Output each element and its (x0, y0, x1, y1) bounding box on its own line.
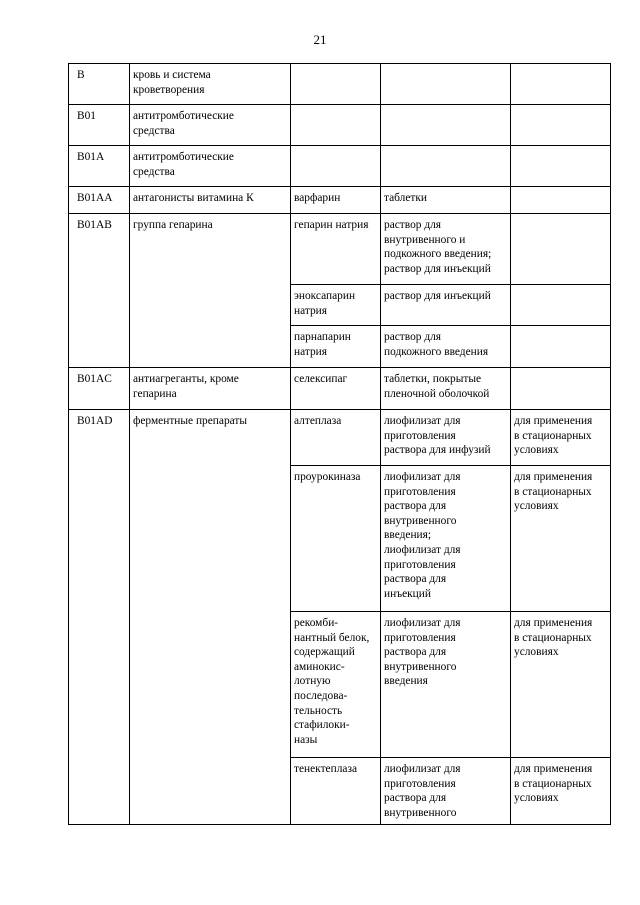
atc-code: B01AD (77, 415, 113, 427)
note-cell (511, 612, 611, 758)
table-row (69, 214, 611, 285)
drug-name-cell (291, 285, 381, 326)
group-name: кровь и система кроветворения (133, 69, 211, 96)
dosage-form: лиофилизат для приготовления раствора для внутривенного (384, 763, 461, 819)
dosage-form-cell (381, 214, 511, 285)
dosage-form-cell (381, 64, 511, 105)
dosage-form: раствор для внутривенного и подкожного введения; раствор для инъекций (384, 219, 492, 275)
atc-code: B01AB (77, 219, 112, 231)
group-cell (130, 368, 291, 410)
drug-name: селексипаг (294, 373, 348, 385)
table-row (69, 105, 611, 146)
drug-name: гепарин натрия (294, 219, 369, 231)
drug-name: тенектеплаза (294, 763, 357, 775)
group-name: антиагреганты, кроме гепарина (133, 373, 239, 400)
drug-name-cell (291, 612, 381, 758)
atc-code: B (77, 69, 85, 81)
group-cell (130, 214, 291, 368)
note-cell (511, 146, 611, 187)
dosage-form: лиофилизат для приготовления раствора для инфузий (384, 415, 491, 457)
atc-code-cell (69, 214, 130, 368)
dosage-form-cell (381, 410, 511, 466)
drug-name-cell (291, 410, 381, 466)
dosage-form-cell (381, 326, 511, 368)
drug-name-cell (291, 214, 381, 285)
dosage-form-cell (381, 146, 511, 187)
atc-code: B01AC (77, 373, 112, 385)
table-row (69, 410, 611, 466)
group-cell (130, 64, 291, 105)
dosage-form-cell (381, 285, 511, 326)
drug-name-cell (291, 105, 381, 146)
table-row (69, 368, 611, 410)
drug-name-cell (291, 326, 381, 368)
group-cell (130, 410, 291, 825)
table-row (69, 146, 611, 187)
atc-code: B01A (77, 151, 105, 163)
atc-code-cell (69, 64, 130, 105)
group-name: ферментные препараты (133, 415, 248, 427)
dosage-form: лиофилизат для приготовления раствора для внутривенного введения (384, 617, 461, 688)
note-cell (511, 326, 611, 368)
note-cell (511, 466, 611, 612)
drug-name: парнапарин натрия (294, 331, 351, 358)
drug-table (68, 63, 611, 825)
atc-code-cell (69, 146, 130, 187)
note: для применения в стационарных условиях (514, 471, 593, 513)
table-row (69, 187, 611, 214)
page-number: 21 (313, 32, 327, 47)
drug-name-cell (291, 466, 381, 612)
dosage-form: лиофилизат для приготовления раствора для внутривенного введения; лиофилизат для приготовления раствора для инъекций (384, 471, 461, 600)
drug-name-cell (291, 758, 381, 825)
group-cell (130, 105, 291, 146)
dosage-form-cell (381, 368, 511, 410)
group-cell (130, 146, 291, 187)
drug-name-cell (291, 368, 381, 410)
group-name: антагонисты витамина К (133, 192, 254, 204)
atc-code-cell (69, 410, 130, 825)
drug-name: алтеплаза (294, 415, 342, 427)
dosage-form: раствор для подкожного введения (384, 331, 489, 358)
dosage-form: таблетки (384, 192, 428, 204)
drug-name-cell (291, 187, 381, 214)
note-cell (511, 64, 611, 105)
dosage-form-cell (381, 758, 511, 825)
table-row (69, 64, 611, 105)
atc-code: B01AA (77, 192, 113, 204)
note-cell (511, 758, 611, 825)
drug-name: проурокиназа (294, 471, 361, 483)
drug-name: рекомби- нантный белок, содержащий аминокис- лотную последова- тельность стафилоки- назы (294, 617, 370, 746)
drug-name: эноксапарин натрия (294, 290, 356, 317)
dosage-form: раствор для инъекций (384, 290, 491, 302)
drug-name-cell (291, 64, 381, 105)
note-cell (511, 410, 611, 466)
dosage-form-cell (381, 187, 511, 214)
group-name: антитромботические средства (133, 151, 234, 178)
note-cell (511, 105, 611, 146)
dosage-form-cell (381, 466, 511, 612)
atc-code-cell (69, 187, 130, 214)
note-cell (511, 368, 611, 410)
note: для применения в стационарных условиях (514, 415, 593, 457)
group-name: антитромботические средства (133, 110, 234, 137)
group-name: группа гепарина (133, 219, 213, 231)
group-cell (130, 187, 291, 214)
drug-name-cell (291, 146, 381, 187)
drug-name: варфарин (294, 192, 341, 204)
atc-code: B01 (77, 110, 96, 122)
atc-code-cell (69, 105, 130, 146)
note-cell (511, 285, 611, 326)
note: для применения в стационарных условиях (514, 763, 593, 805)
dosage-form-cell (381, 612, 511, 758)
dosage-form-cell (381, 105, 511, 146)
note: для применения в стационарных условиях (514, 617, 593, 659)
note-cell (511, 187, 611, 214)
dosage-form: таблетки, покрытые пленочной оболочкой (384, 373, 490, 400)
atc-code-cell (69, 368, 130, 410)
note-cell (511, 214, 611, 285)
